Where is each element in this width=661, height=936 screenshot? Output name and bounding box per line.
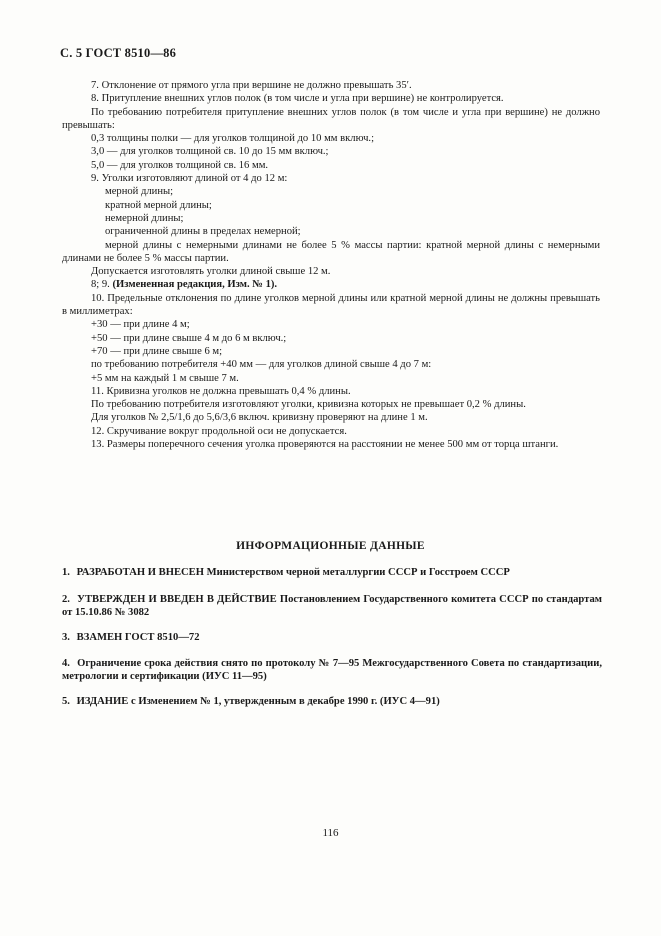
amendment-note xyxy=(62,278,600,291)
info-item: 1. РАЗРАБОТАН И ВНЕСЕН Министерством черной металлургии СССР и Госстроем СССР xyxy=(62,567,510,578)
info-item: 3. ВЗАМЕН ГОСТ 8510—72 xyxy=(62,632,200,643)
info-item: 4. Ограничение срока действия снято по протоколу № 7—95 Межгосударственного Совета по стандартизации, метрологии и сертификации (ИУС 11—95) xyxy=(62,658,602,683)
clause-8-requirement: По требованию потребителя притупление внешних углов полок (в том числе и угла при вершине) не должно превышать: xyxy=(62,106,600,131)
clause-9-item: немерной длины; xyxy=(105,212,184,224)
clause-10-item: +30 — при длине 4 м; xyxy=(91,319,190,331)
clause-11: 11. Кривизна уголков не должна превышать 0,4 % длины. xyxy=(91,385,351,397)
clause-8-item: 5,0 — для уголков толщиной св. 16 мм. xyxy=(91,159,269,171)
clause-8-item: 3,0 — для уголков толщиной св. 10 до 15 мм включ.; xyxy=(91,146,329,158)
clause-10-item: по требованию потребителя +40 мм — для уголков длиной свыше 4 до 7 м: xyxy=(91,359,432,371)
clause-10-item: +50 — при длине свыше 4 м до 6 м включ.; xyxy=(91,332,287,344)
clause-9-item: ограниченной длины в пределах немерной; xyxy=(105,226,301,238)
clause-11-note: Для уголков № 2,5/1,6 до 5,6/3,6 включ. кривизну проверяют на длине 1 м. xyxy=(91,412,428,424)
clause-9-item: кратной мерной длины; xyxy=(105,199,212,211)
page-number: 116 xyxy=(322,827,339,839)
standard-body xyxy=(62,79,600,451)
clause-9-note: Допускается изготовлять уголки длиной свыше 12 м. xyxy=(91,266,331,278)
info-item: 5. ИЗДАНИЕ с Изменением № 1, утвержденным в декабре 1990 г. (ИУС 4—91) xyxy=(62,696,440,707)
info-item: 2. УТВЕРЖДЕН И ВВЕДЕН В ДЕЙСТВИЕ Постановлением Государственного комитета СССР по стандартам от 15.10.86 № 3082 xyxy=(62,594,602,619)
clause-10: 10. Предельные отклонения по длине уголков мерной длины или кратной мерной длины не должны превышать в миллиметрах: xyxy=(62,292,600,318)
clause-7: 7. Отклонение от прямого угла при вершине не должно превышать 35′. xyxy=(91,80,412,91)
clause-8: 8. Притупление внешних углов полок (в том числе и угла при вершине) не контролируется. xyxy=(91,93,504,105)
amendment-clauses: 8; 9. xyxy=(91,279,110,291)
clause-9-item: мерной длины с немерными длинами не более 5 % массы партии: кратной мерной длины с немерными длинами не более 5 % массы партии. xyxy=(62,239,600,264)
clause-9-item: мерной длины; xyxy=(105,186,174,198)
clause-12: 12. Скручивание вокруг продольной оси не допускается. xyxy=(91,425,347,437)
clause-13: 13. Размеры поперечного сечения уголка проверяются на расстоянии не менее 500 мм от торца штанги. xyxy=(91,439,559,451)
info-section-title: ИНФОРМАЦИОННЫЕ ДАННЫЕ xyxy=(236,540,425,552)
clause-10-item: +5 мм на каждый 1 м свыше 7 м. xyxy=(91,372,239,384)
clause-11-requirement: По требованию потребителя изготовляют уголки, кривизна которых не превышает 0,2 % длины. xyxy=(91,399,526,411)
clause-10-item: +70 — при длине свыше 6 м; xyxy=(91,345,223,357)
clause-8-item: 0,3 толщины полки — для уголков толщиной до 10 мм включ.; xyxy=(91,133,375,145)
page-header: С. 5 ГОСТ 8510—86 xyxy=(60,46,177,60)
amendment-label: (Измененная редакция, Изм. № 1). xyxy=(112,279,278,291)
clause-9: 9. Уголки изготовляют длиной от 4 до 12 м: xyxy=(91,173,288,185)
